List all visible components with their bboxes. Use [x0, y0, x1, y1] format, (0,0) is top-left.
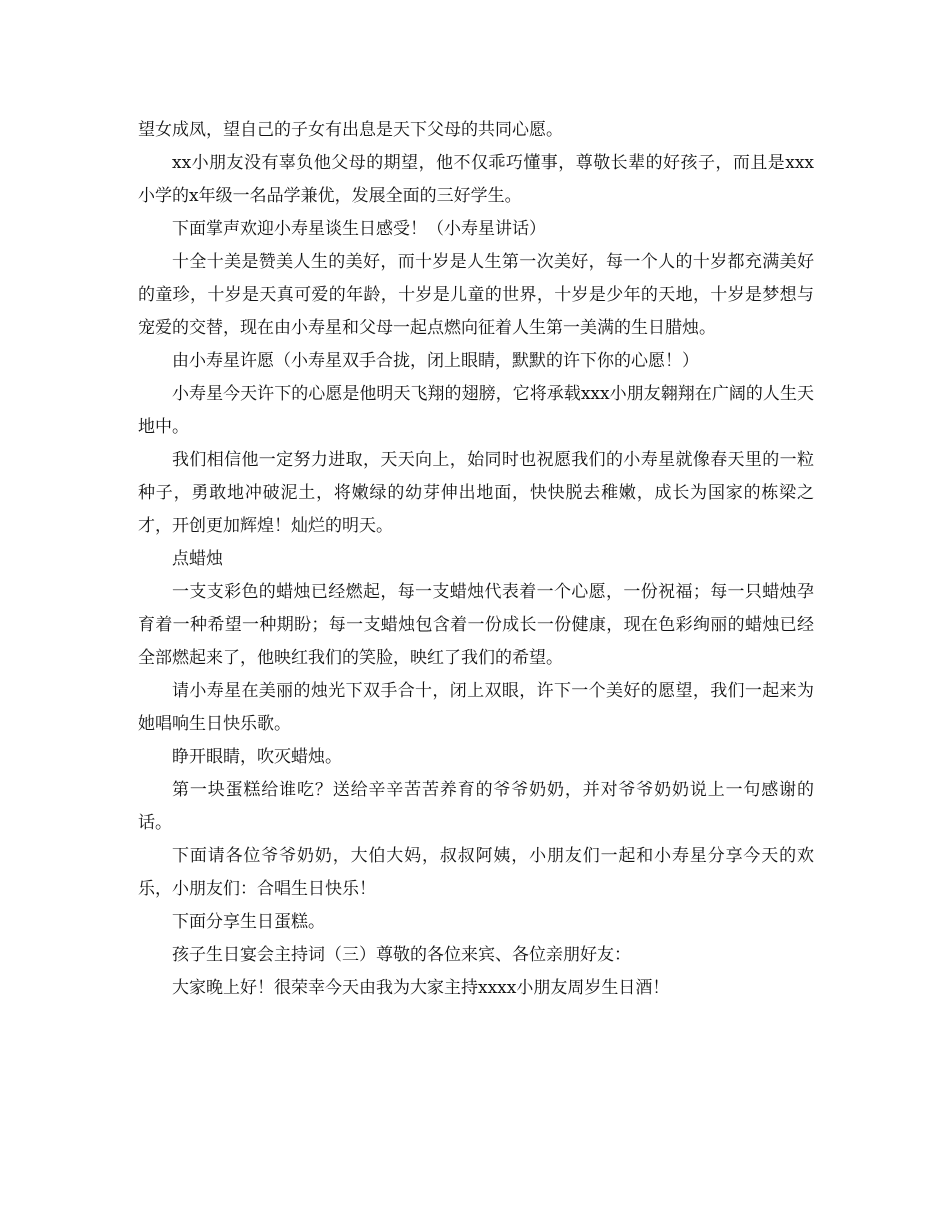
- paragraph: 下面请各位爷爷奶奶，大伯大妈，叔叔阿姨，小朋友们一起和小寿星分享今天的欢乐，小朋友们：合唱生日快乐！: [138, 846, 814, 899]
- paragraph: 请小寿星在美丽的烛光下双手合十，闭上双眼，许下一个美好的愿望，我们一起来为她唱响生日快乐歌。: [138, 681, 814, 734]
- paragraph: 我们相信他一定努力进取，天天向上，始同时也祝愿我们的小寿星就像春天里的一粒种子，勇敢地冲破泥土，将嫩绿的幼芽伸出地面，快快脱去稚嫩，成长为国家的栋梁之才，开创更加辉煌！灿烂的明天。: [138, 450, 814, 536]
- paragraph: 十全十美是赞美人生的美好，而十岁是人生第一次美好，每一个人的十岁都充满美好的童珍，十岁是天真可爱的年龄，十岁是儿童的世界，十岁是少年的天地，十岁是梦想与宠爱的交替，现在由小寿星和父母一起点燃向征着人生第一美满的生日腊烛。: [138, 252, 814, 338]
- paragraph: 小寿星今天许下的心愿是他明天飞翔的翅膀，它将承载xxx小朋友翱翔在广阔的人生天地中。: [138, 384, 814, 437]
- document-body: [138, 114, 814, 1005]
- paragraph: 由小寿星许愿（小寿星双手合拢，闭上眼睛，默默的许下你的心愿！）: [172, 351, 699, 371]
- paragraph: 望女成凤，望自己的子女有出息是天下父母的共同心愿。: [138, 120, 563, 140]
- paragraph: 下面分享生日蛋糕。: [172, 912, 325, 932]
- paragraph: 睁开眼睛，吹灭蜡烛。: [172, 747, 342, 767]
- paragraph: 孩子生日宴会主持词（三）尊敬的各位来宾、各位亲朋好友：: [172, 945, 631, 965]
- paragraph: 第一块蛋糕给谁吃？送给辛辛苦苦养育的爷爷奶奶，并对爷爷奶奶说上一句感谢的话。: [138, 780, 814, 833]
- paragraph: 下面掌声欢迎小寿星谈生日感受！（小寿星讲话）: [172, 219, 546, 239]
- paragraph: 大家晚上好！很荣幸今天由我为大家主持xxxx小朋友周岁生日酒！: [172, 978, 670, 998]
- paragraph: 一支支彩色的蜡烛已经燃起，每一支蜡烛代表着一个心愿，一份祝福；每一只蜡烛孕育着一种希望一种期盼；每一支蜡烛包含着一份成长一份健康，现在色彩绚丽的蜡烛已经全部燃起来了，他映红我们的笑脸，映红了我们的希望。: [138, 582, 814, 668]
- section-heading: 点蜡烛: [172, 549, 223, 569]
- paragraph: xx小朋友没有辜负他父母的期望，他不仅乖巧懂事，尊敬长辈的好孩子，而且是xxx小学的x年级一名品学兼优，发展全面的三好学生。: [138, 153, 814, 206]
